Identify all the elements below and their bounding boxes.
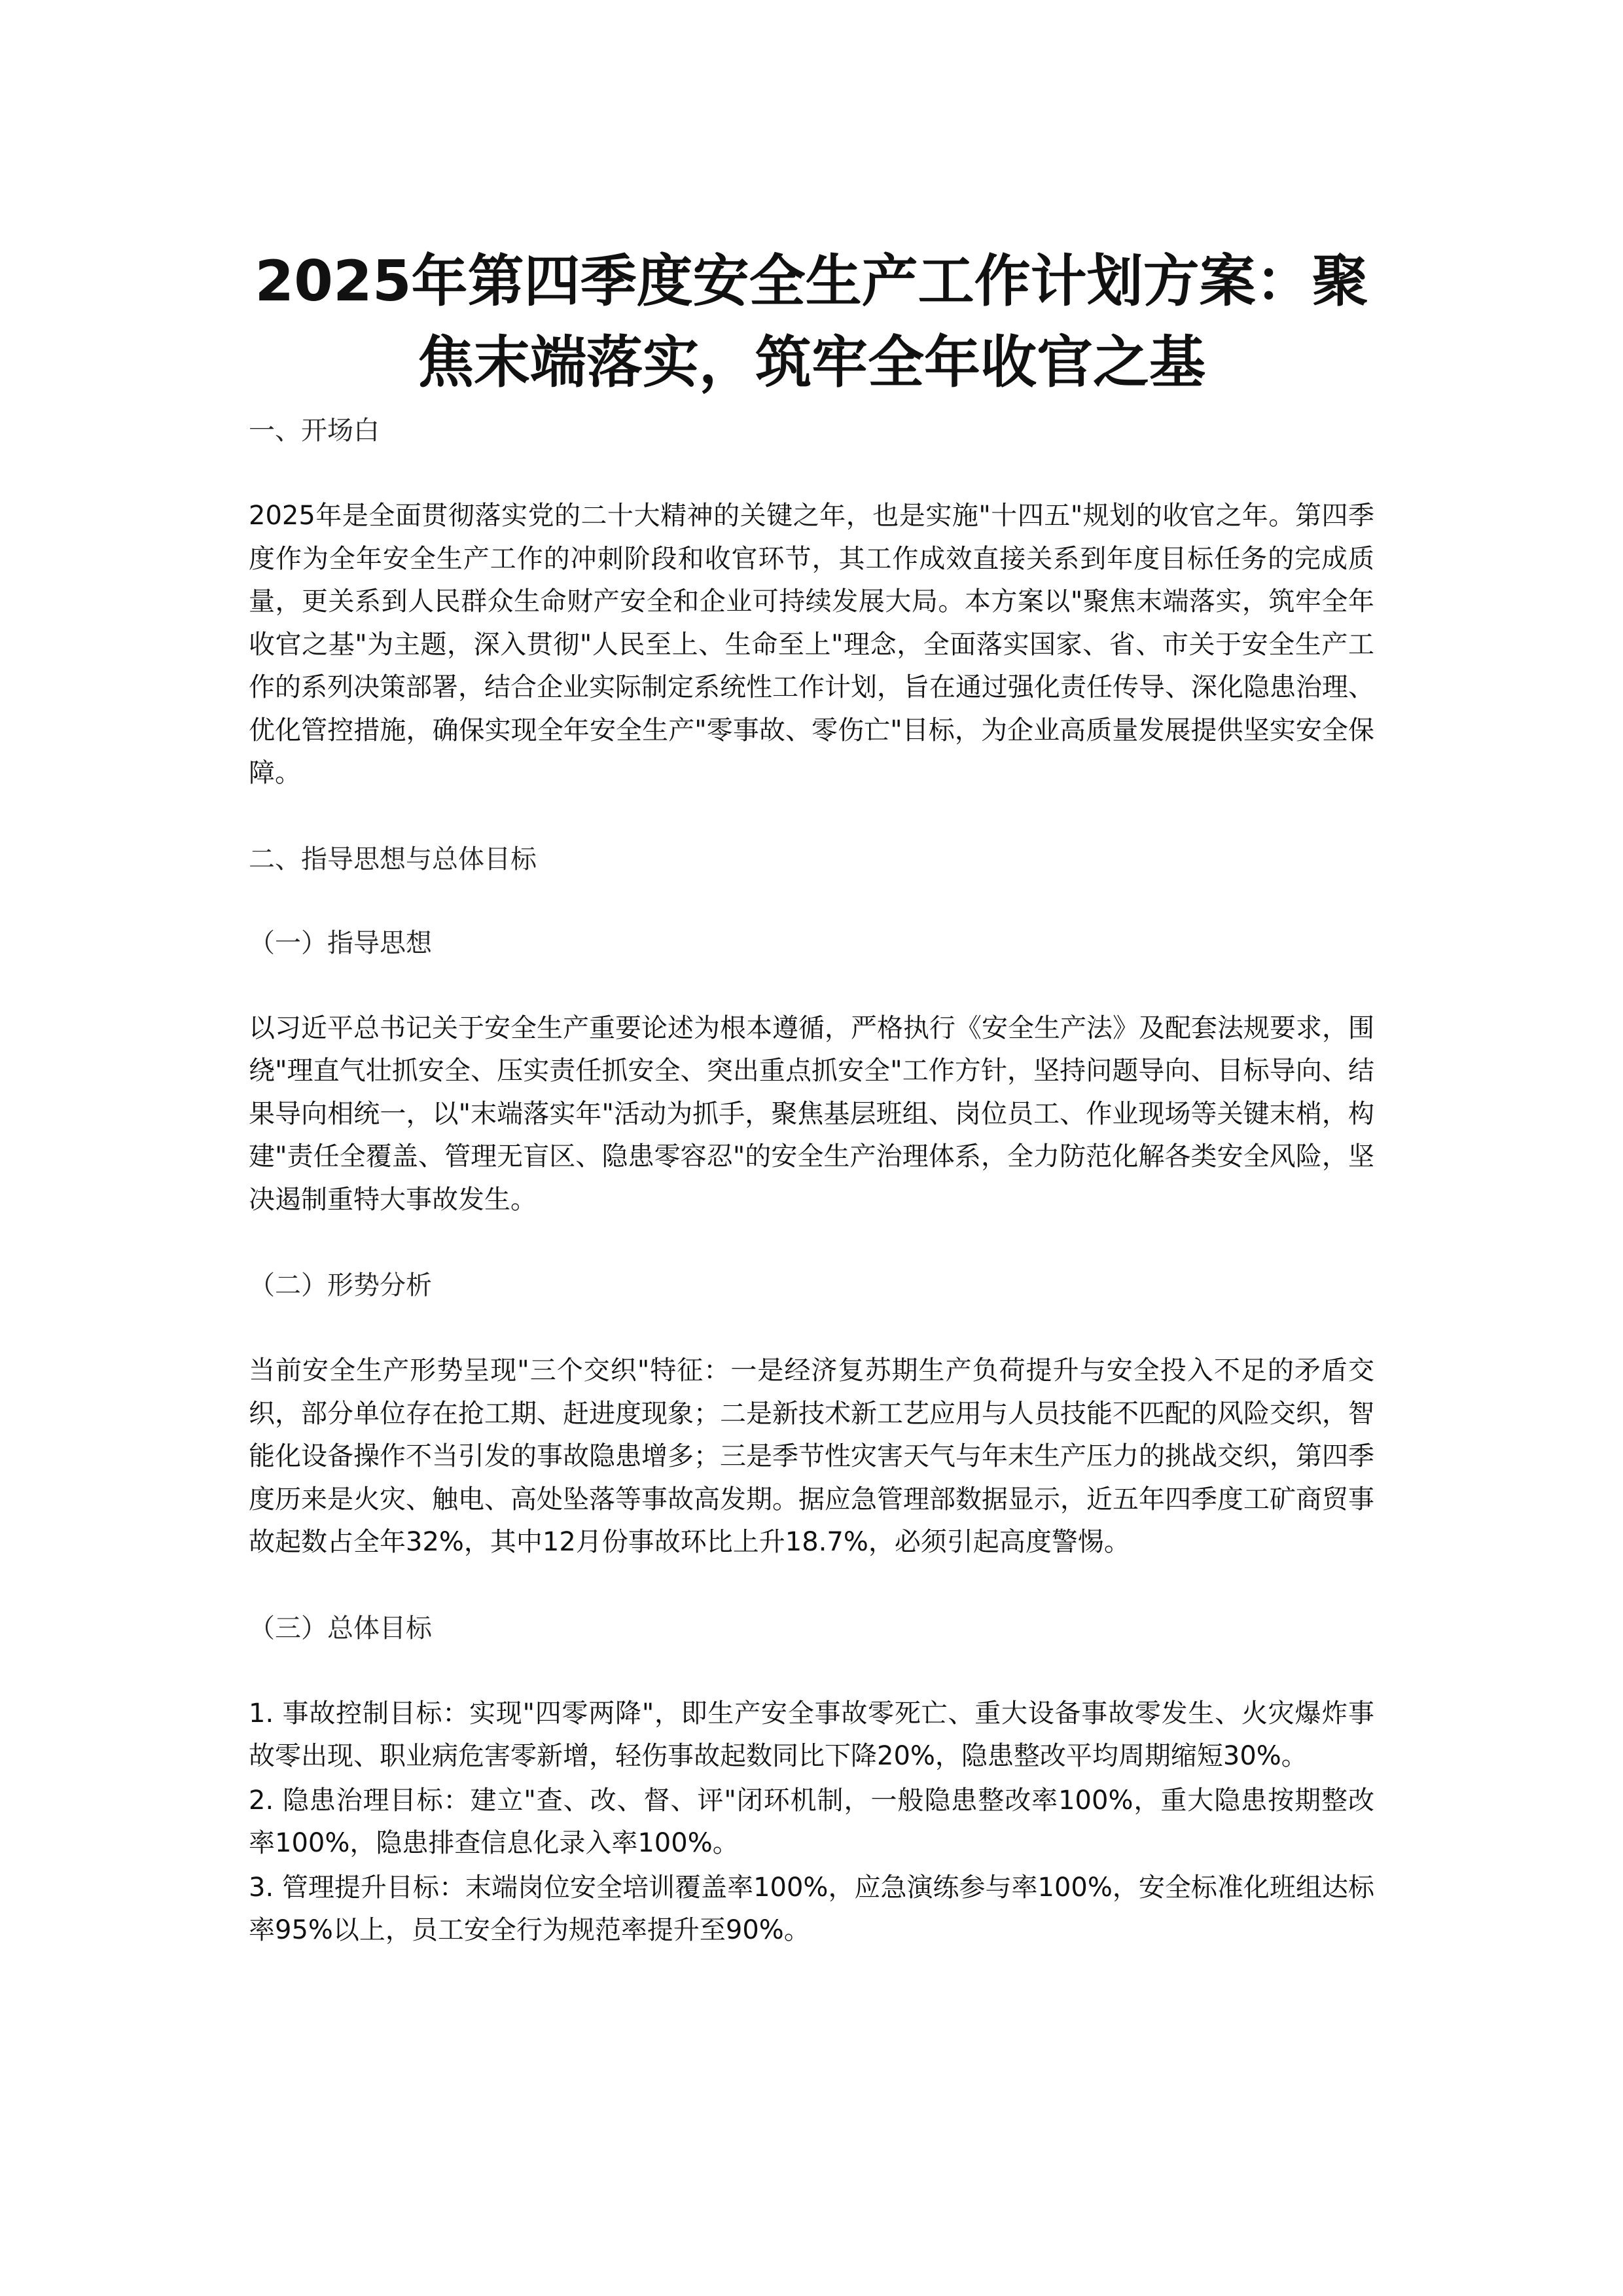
subsection-heading-guiding-ideology: （一）指导思想 bbox=[249, 927, 432, 958]
goal-item-accident-control: 1. 事故控制目标：实现"四零两降"，即生产安全事故零死亡、重大设备事故零发生、火灾爆炸事故零出现、职业病危害零新增，轻伤事故起数同比下降20%，隐患整改平均周期缩短30%。 bbox=[249, 1698, 1374, 1771]
subsection-heading-overall-goals: （三）总体目标 bbox=[249, 1613, 432, 1643]
section-heading-guiding-and-goals: 二、指导思想与总体目标 bbox=[249, 844, 537, 874]
section-heading-opening: 一、开场白 bbox=[249, 416, 380, 446]
document-body bbox=[249, 411, 1374, 1954]
goal-item-hazard-governance: 2. 隐患治理目标：建立"查、改、督、评"闭环机制，一般隐患整改率100%，重大隐患按期整改率100%，隐患排查信息化录入率100%。 bbox=[249, 1785, 1374, 1858]
paragraph-opening: 2025年是全面贯彻落实党的二十大精神的关键之年，也是实施"十四五"规划的收官之年。第四季度作为全年安全生产工作的冲刺阶段和收官环节，其工作成效直接关系到年度目标任务的完成质量，更关系到人民群众生命财产安全和企业可持续发展大局。本方案以"聚焦末端落实，筑牢全年收官之基"为主题，深入贯彻"人民至上、生命至上"理念，全面落实国家、省、市关于安全生产工作的系列决策部署，结合企业实际制定系统性工作计划，旨在通过强化责任传导、深化隐患治理、优化管控措施，确保实现全年安全生产"零事故、零伤亡"目标，为企业高质量发展提供坚实安全保障。 bbox=[249, 501, 1374, 788]
paragraph-guiding-ideology: 以习近平总书记关于安全生产重要论述为根本遵循，严格执行《安全生产法》及配套法规要求，围绕"理直气壮抓安全、压实责任抓安全、突出重点抓安全"工作方针，坚持问题导向、目标导向、结果导向相统一，以"末端落实年"活动为抓手，聚焦基层班组、岗位员工、作业现场等关键末梢，构建"责任全覆盖、管理无盲区、隐患零容忍"的安全生产治理体系，全力防范化解各类安全风险，坚决遏制重特大事故发生。 bbox=[249, 1013, 1374, 1215]
goal-item-management-improvement: 3. 管理提升目标：末端岗位安全培训覆盖率100%，应急演练参与率100%，安全标准化班组达标率95%以上，员工安全行为规范率提升至90%。 bbox=[249, 1872, 1374, 1945]
paragraph-situation-analysis: 当前安全生产形势呈现"三个交织"特征：一是经济复苏期生产负荷提升与安全投入不足的矛盾交织，部分单位存在抢工期、赶进度现象；二是新技术新工艺应用与人员技能不匹配的风险交织，智能化设备操作不当引发的事故隐患增多；三是季节性灾害天气与年末生产压力的挑战交织，第四季度历来是火灾、触电、高处坠落等事故高发期。据应急管理部数据显示，近五年四季度工矿商贸事故起数占全年32%，其中12月份事故环比上升18.7%，必须引起高度警惕。 bbox=[249, 1355, 1374, 1557]
goals-list bbox=[249, 1693, 1374, 1952]
document-title: 2025年第四季度安全生产工作计划方案：聚焦末端落实，筑牢全年收官之基 bbox=[255, 248, 1368, 395]
subsection-heading-situation-analysis: （二）形势分析 bbox=[249, 1270, 432, 1300]
